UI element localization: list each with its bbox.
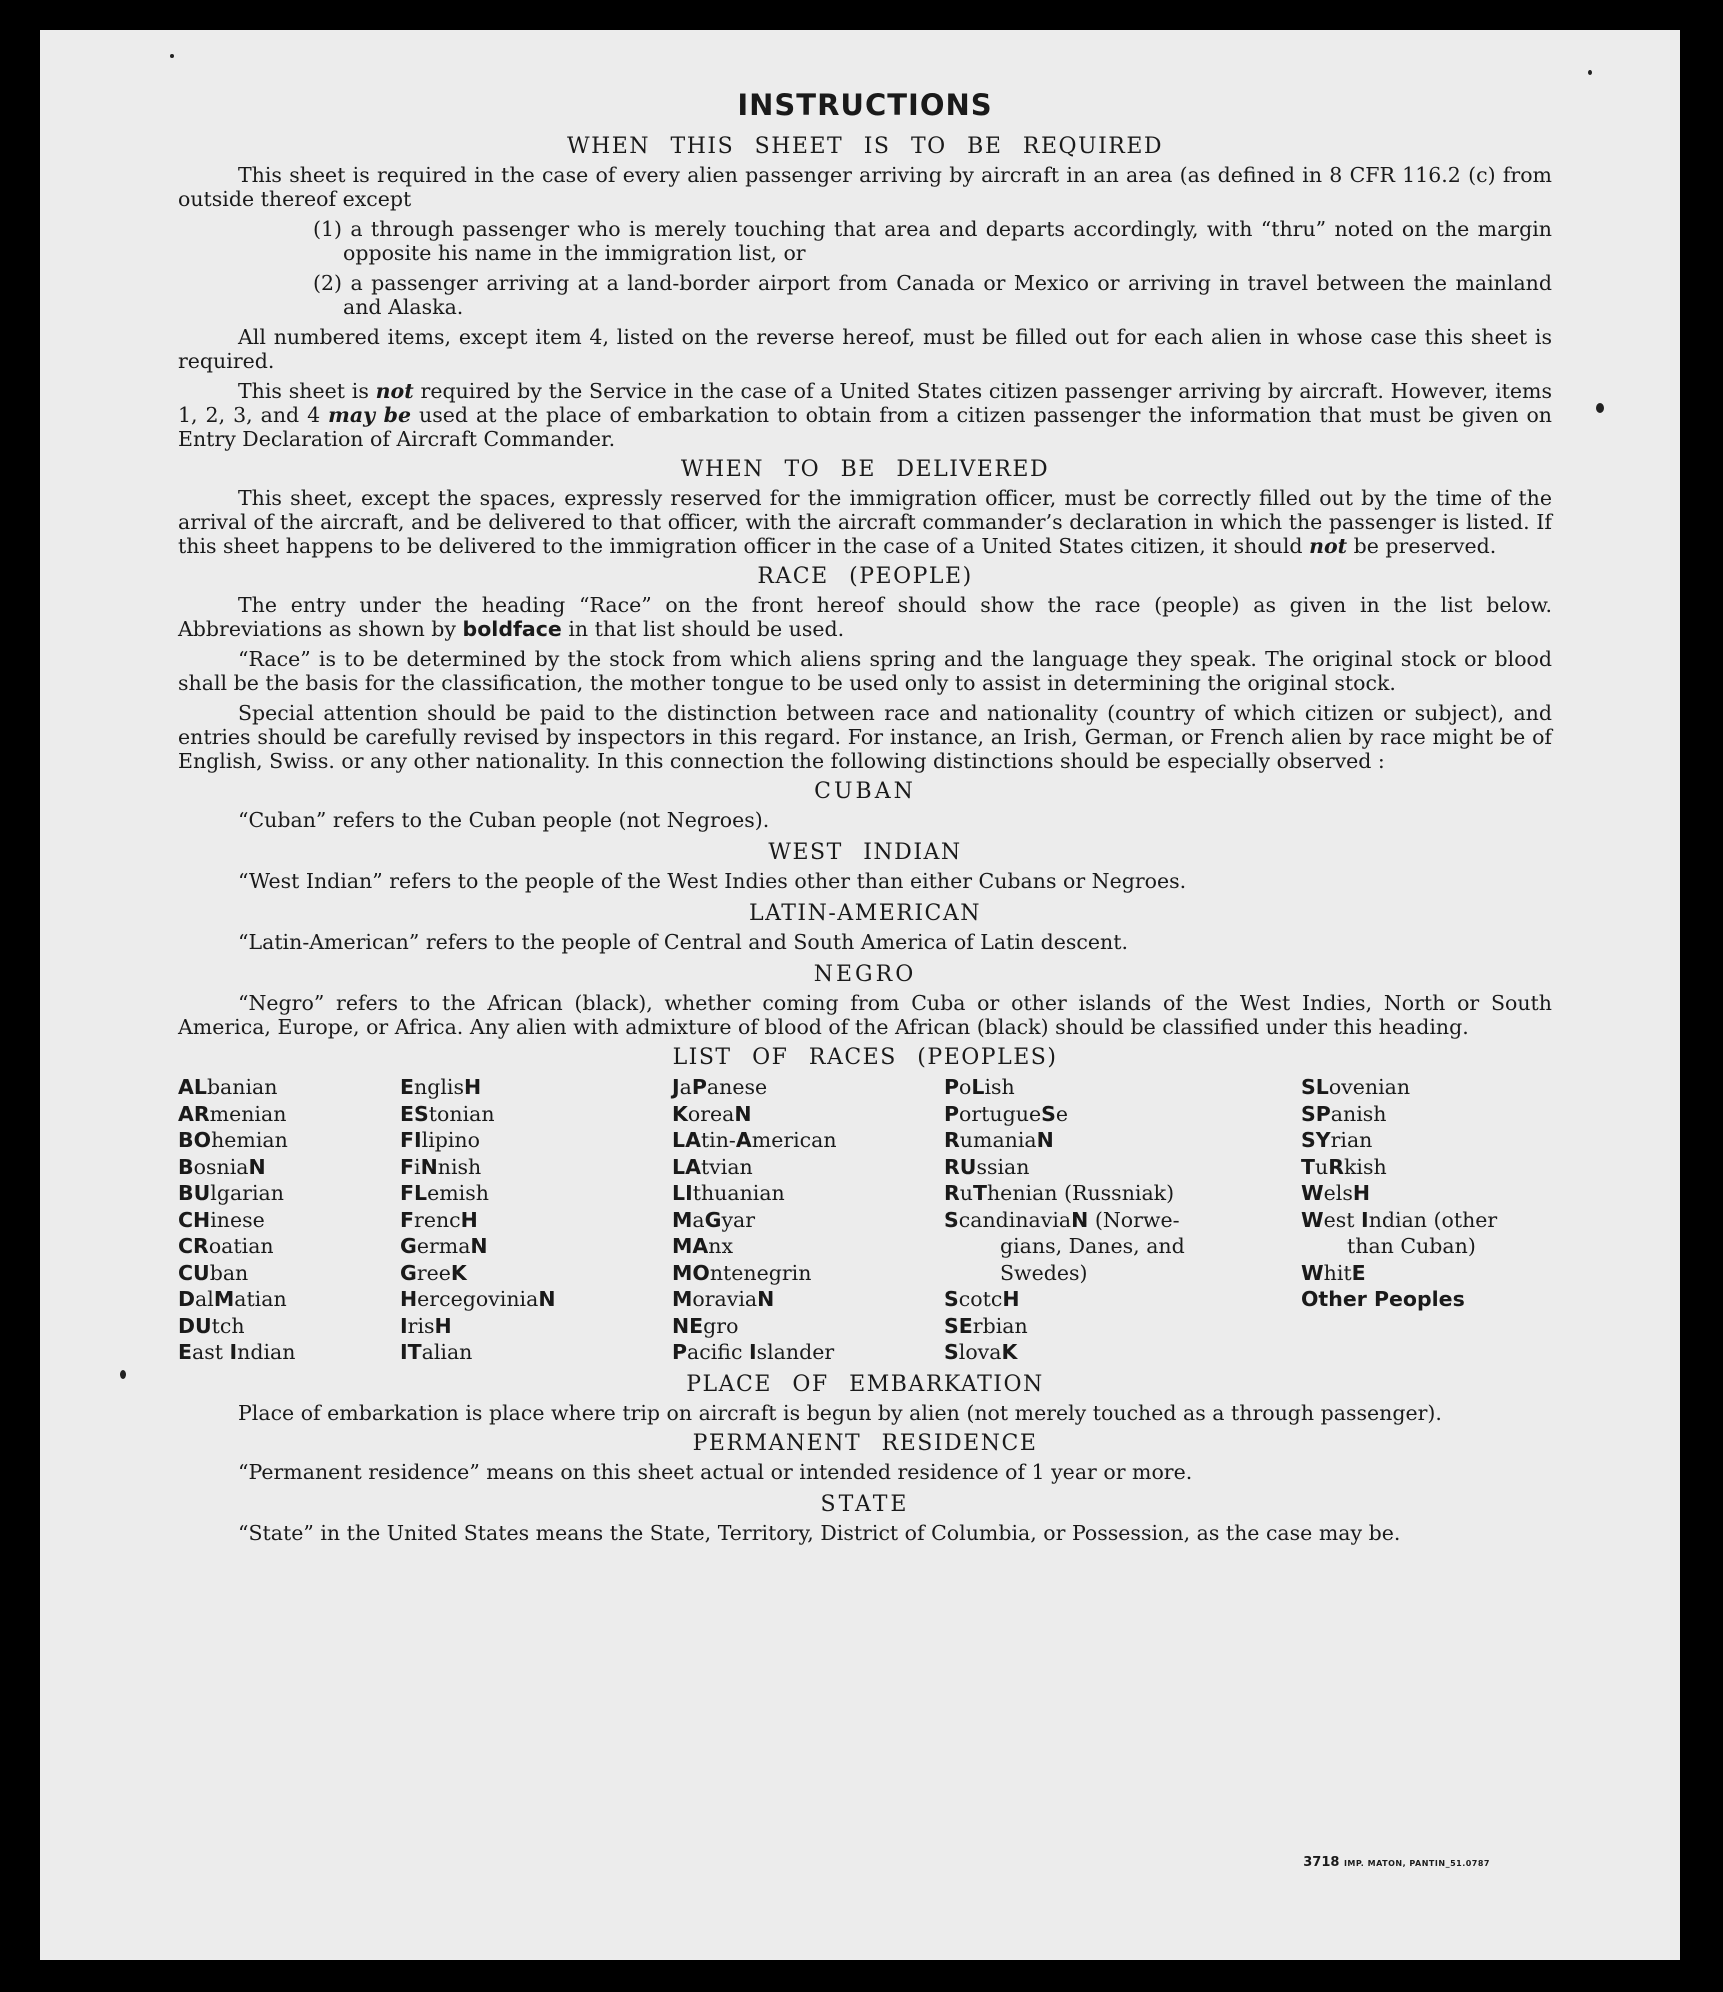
race-entry: Swedes) bbox=[1000, 1260, 1088, 1285]
race-entry: JaPanese bbox=[672, 1075, 768, 1099]
speck bbox=[120, 1370, 126, 1379]
heading-when-delivered: WHEN TO BE DELIVERED bbox=[680, 457, 1050, 482]
race-entry: East Indian bbox=[178, 1340, 296, 1364]
race-entry: DalMatian bbox=[178, 1287, 287, 1311]
race-entry: MaGyar bbox=[672, 1207, 756, 1232]
race-entry: WhitE bbox=[1301, 1260, 1366, 1285]
speck bbox=[1588, 70, 1592, 75]
text-state: “State” in the United States means the State, Territory, District of Columbia, or Possession, as the case may be. bbox=[238, 1520, 1401, 1545]
race-entry: LAtvian bbox=[672, 1154, 753, 1179]
race-entry: SErbian bbox=[944, 1313, 1028, 1338]
race-entry: KoreaN bbox=[672, 1101, 752, 1126]
text-latin-american: “Latin-American” refers to the people of Central and South America of Latin descent. bbox=[238, 930, 1128, 954]
race-entry: MAnx bbox=[672, 1234, 734, 1258]
text-west-indian: “West Indian” refers to the people of the West Indies other than either Cubans or Negroes. bbox=[238, 869, 1187, 893]
race-entry: FrencH bbox=[400, 1207, 478, 1232]
text-embarkation: Place of embarkation is place where trip on aircraft is begun by alien (not merely touched as a through passenger). bbox=[238, 1400, 1442, 1425]
race-entry: BUlgarian bbox=[178, 1181, 284, 1205]
race-column bbox=[944, 1074, 1301, 1366]
race-entry: RUssian bbox=[944, 1154, 1030, 1179]
race-entry: SLovenian bbox=[1301, 1075, 1411, 1099]
heading-latin-american: LATIN-AMERICAN bbox=[748, 901, 982, 926]
race-entry: ALbanian bbox=[178, 1075, 278, 1099]
heading-negro: NEGRO bbox=[813, 962, 917, 987]
race-entry: CRoatian bbox=[178, 1234, 274, 1258]
race-entry: Other Peoples bbox=[1301, 1287, 1465, 1311]
para-citizen: This sheet is not required by the Service in the case of a United States citizen passenger arriving by aircraft. However, items 1, 2, 3, and 4 may be used at the place of embarkation to obtain from a citizen passenger the information that must be given on Entry Declaration of Aircraft Commander. bbox=[178, 379, 1552, 451]
race-column bbox=[400, 1074, 672, 1366]
race-entry: CHinese bbox=[178, 1207, 265, 1232]
race-entry: ITalian bbox=[400, 1340, 473, 1364]
race-column bbox=[178, 1074, 400, 1366]
race-entry: CUban bbox=[178, 1260, 249, 1285]
heading-race: RACE (PEOPLE) bbox=[757, 564, 973, 589]
text-cuban: “Cuban” refers to the Cuban people (not Negroes). bbox=[238, 808, 770, 832]
heading-permanent-residence: PERMANENT RESIDENCE bbox=[692, 1430, 1038, 1456]
race-entry: FLemish bbox=[400, 1181, 489, 1205]
text-negro: “Negro” refers to the African (black), whether coming from Cuba or other islands of the West Indies, North or South America, Europe, or Africa. Any alien with admixture of blood of the African (black) should be classified under this heading. bbox=[178, 991, 1552, 1039]
race-entry: BOhemian bbox=[178, 1128, 288, 1152]
heading-state: STATE bbox=[820, 1491, 910, 1517]
heading-embarkation: PLACE OF EMBARKATION bbox=[686, 1371, 1044, 1397]
page-title: INSTRUCTIONS bbox=[737, 88, 993, 122]
heading-list-of-races: LIST OF RACES (PEOPLES) bbox=[672, 1045, 1058, 1070]
race-entry: MoraviaN bbox=[672, 1287, 775, 1311]
race-entry: ARmenian bbox=[178, 1101, 287, 1126]
para-race-nationality: Special attention should be paid to the distinction between race and nationality (country of which citizen or subject), and entries should be carefully revised by inspectors in this regard. For instance, an Irish, German, or French alien by race might be of English, Swiss. or any other nationality. In this connection the following distinctions should be especially observed : bbox=[178, 701, 1552, 773]
race-entry: SPanish bbox=[1301, 1101, 1387, 1126]
printer-imprint bbox=[1303, 1855, 1490, 1870]
instruction-sheet bbox=[40, 30, 1680, 1960]
race-entry: EnglisH bbox=[400, 1075, 482, 1099]
race-entry: ScotcH bbox=[944, 1287, 1020, 1311]
race-entry: LAtin-American bbox=[672, 1128, 837, 1152]
race-entry: SlovaK bbox=[944, 1340, 1018, 1364]
heading-west-indian: WEST INDIAN bbox=[768, 840, 962, 865]
race-entry: HercegoviniaN bbox=[400, 1287, 556, 1311]
printer-name: IMP. MATON, PANTIN_51.0787 bbox=[1343, 1859, 1490, 1868]
speck bbox=[170, 54, 174, 58]
text-permanent-residence: “Permanent residence” means on this sheet actual or intended residence of 1 year or more. bbox=[238, 1459, 1193, 1484]
race-entry: WelsH bbox=[1301, 1181, 1371, 1205]
race-list bbox=[178, 1074, 1552, 1366]
race-entry: DUtch bbox=[178, 1313, 245, 1338]
race-column bbox=[1301, 1074, 1561, 1366]
race-entry: IrisH bbox=[400, 1313, 452, 1338]
race-entry: Pacific Islander bbox=[672, 1340, 835, 1364]
race-entry: ScandinaviaN (Norwe- bbox=[944, 1207, 1180, 1232]
race-entry: West Indian (other bbox=[1301, 1207, 1498, 1232]
heading-cuban: CUBAN bbox=[814, 779, 916, 804]
race-entry: GermaN bbox=[400, 1234, 488, 1258]
race-entry: PortugueSe bbox=[944, 1101, 1068, 1126]
race-entry: FIlipino bbox=[400, 1128, 480, 1152]
race-entry: RumaniaN bbox=[944, 1128, 1054, 1152]
race-entry: FiNnish bbox=[400, 1154, 482, 1179]
race-entry: EStonian bbox=[400, 1101, 495, 1126]
race-entry: BosniaN bbox=[178, 1154, 266, 1179]
race-entry: TuRkish bbox=[1301, 1154, 1387, 1179]
exception-item-2: (2) a passenger arriving at a land-border airport from Canada or Mexico or arriving in travel between the mainland and Alaska. bbox=[313, 271, 1552, 319]
speck bbox=[1596, 403, 1604, 413]
race-entry: MOntenegrin bbox=[672, 1260, 812, 1285]
race-column bbox=[672, 1074, 944, 1366]
para-numbered-items: All numbered items, except item 4, listed on the reverse hereof, must be filled out for each alien in whose case this sheet is required. bbox=[178, 325, 1552, 373]
heading-when-required: WHEN THIS SHEET IS TO BE REQUIRED bbox=[566, 134, 1164, 159]
exception-item-1: (1) a through passenger who is merely touching that area and departs accordingly, with “thru” noted on the margin opposite his name in the immigration list, or bbox=[313, 217, 1552, 265]
para-race-entry: The entry under the heading “Race” on the front hereof should show the race (people) as given in the list below. Abbreviations as shown by boldface in that list should be used. bbox=[178, 593, 1552, 641]
para-required: This sheet is required in the case of every alien passenger arriving by aircraft in an area (as defined in 8 CFR 116.2 (c) from outside thereof except bbox=[178, 163, 1552, 211]
race-entry: LIthuanian bbox=[672, 1181, 785, 1205]
race-entry: RuThenian (Russniak) bbox=[944, 1181, 1175, 1205]
para-delivered: This sheet, except the spaces, expressly reserved for the immigration officer, must be correctly filled out by the time of the arrival of the aircraft, and be delivered to that officer, with the aircraft commander’s declaration in which the passenger is listed. If this sheet happens to be delivered to the immigration officer in the case of a United States citizen, it should not be preserved. bbox=[178, 486, 1552, 558]
race-entry: PoLish bbox=[944, 1075, 1015, 1099]
form-code: 3718 bbox=[1303, 1855, 1340, 1870]
race-entry: than Cuban) bbox=[1347, 1234, 1476, 1258]
race-entry: SYrian bbox=[1301, 1128, 1373, 1152]
race-entry: gians, Danes, and bbox=[1000, 1234, 1185, 1258]
para-race-determined: “Race” is to be determined by the stock from which aliens spring and the language they speak. The original stock or blood shall be the basis for the classification, the mother tongue to be used only to assist in determining the original stock. bbox=[178, 647, 1552, 695]
race-entry: GreeK bbox=[400, 1260, 467, 1285]
race-entry: NEgro bbox=[672, 1313, 739, 1338]
